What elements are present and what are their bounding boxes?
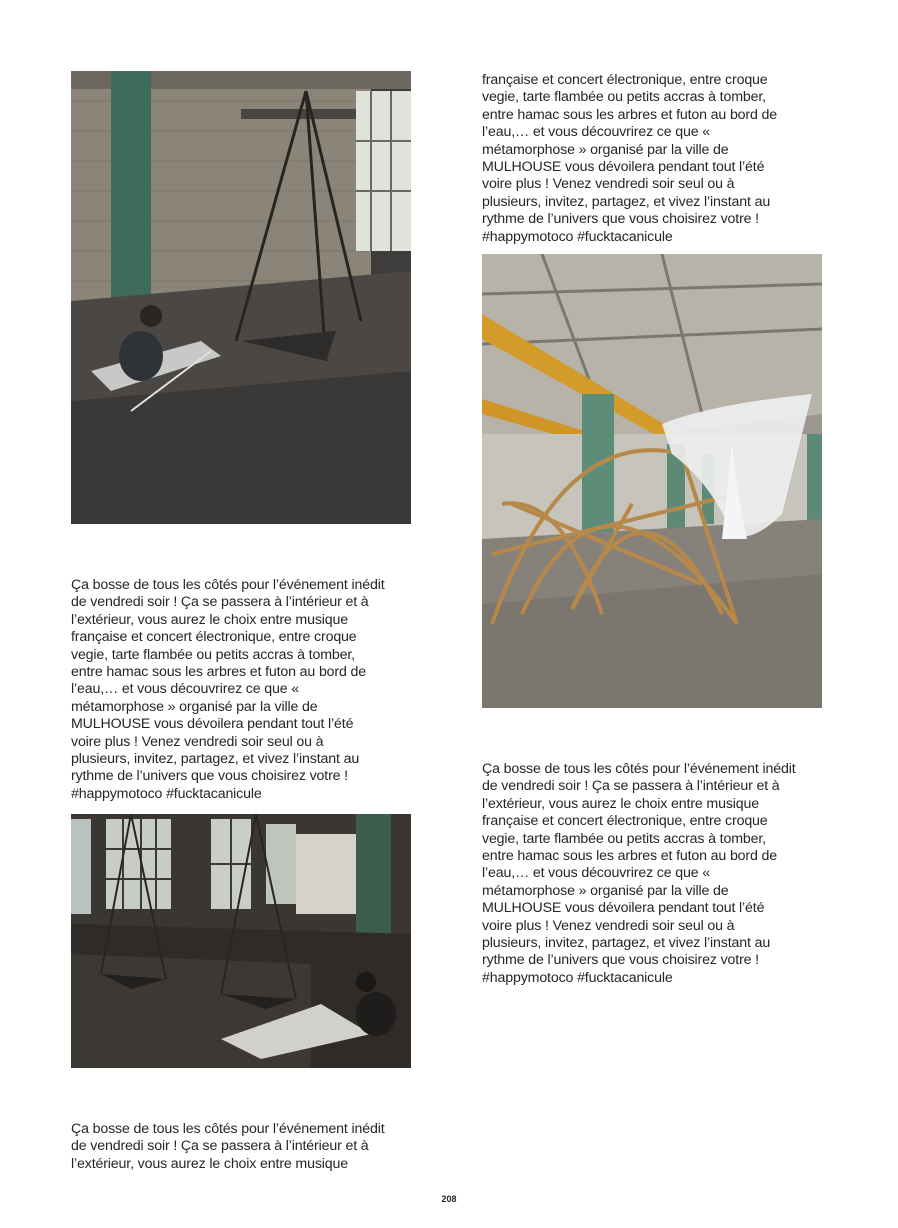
post-text-1: Ça bosse de tous les côtés pour l’événement inédit de vendredi soir ! Ça se passera à l’intérieur et à l’extérieur, vous aurez le choix entre musique française et concert électronique, entre croque vegie, tarte flambée ou petits accras à tomber, entre hamac sous les arbres et futon au bord de l’eau,… et vous découvrirez ce que « métamorphose » organisé par la ville de MULHOUSE vous dévoilera pendant tout l’été voire plus ! Venez vendredi soir seul ou à plusieurs, invitez, partagez, et vivez l’instant au rythme de l’univers que vous choisirez votre ! #happymotoco #fucktacanicule [71, 577, 385, 802]
post-text-2-start: Ça bosse de tous les côtés pour l’événement inédit de vendredi soir ! Ça se passera à l’intérieur et à l’extérieur, vous aurez le choix entre musique [71, 1121, 385, 1172]
photo-bamboo-dome [482, 254, 822, 708]
page-number: 208 [441, 1194, 457, 1204]
photo-hall-windows [71, 814, 411, 1068]
photo-hall-tripod [71, 71, 411, 524]
post-text-2-continuation: française et concert électronique, entre croque vegie, tarte flambée ou petits accras à tomber, entre hamac sous les arbres et futon au bord de l’eau,… et vous découvrirez ce que « métamorphose » organisé par la ville de MULHOUSE vous dévoilera pendant tout l’été voire plus ! Venez vendredi soir seul ou à plusieurs, invitez, partagez, et vivez l’instant au rythme de l’univers que vous choisirez votre ! #happymotoco #fucktacanicule [482, 72, 778, 245]
post-text-3: Ça bosse de tous les côtés pour l’événement inédit de vendredi soir ! Ça se passera à l’intérieur et à l’extérieur, vous aurez le choix entre musique française et concert électronique, entre croque vegie, tarte flambée ou petits accras à tomber, entre hamac sous les arbres et futon au bord de l’eau,… et vous découvrirez ce que « métamorphose » organisé par la ville de MULHOUSE vous dévoilera pendant tout l’été voire plus ! Venez vendredi soir seul ou à plusieurs, invitez, partagez, et vivez l’instant au rythme de l’univers que vous choisirez votre ! #happymotoco #fucktacanicule [482, 761, 796, 986]
